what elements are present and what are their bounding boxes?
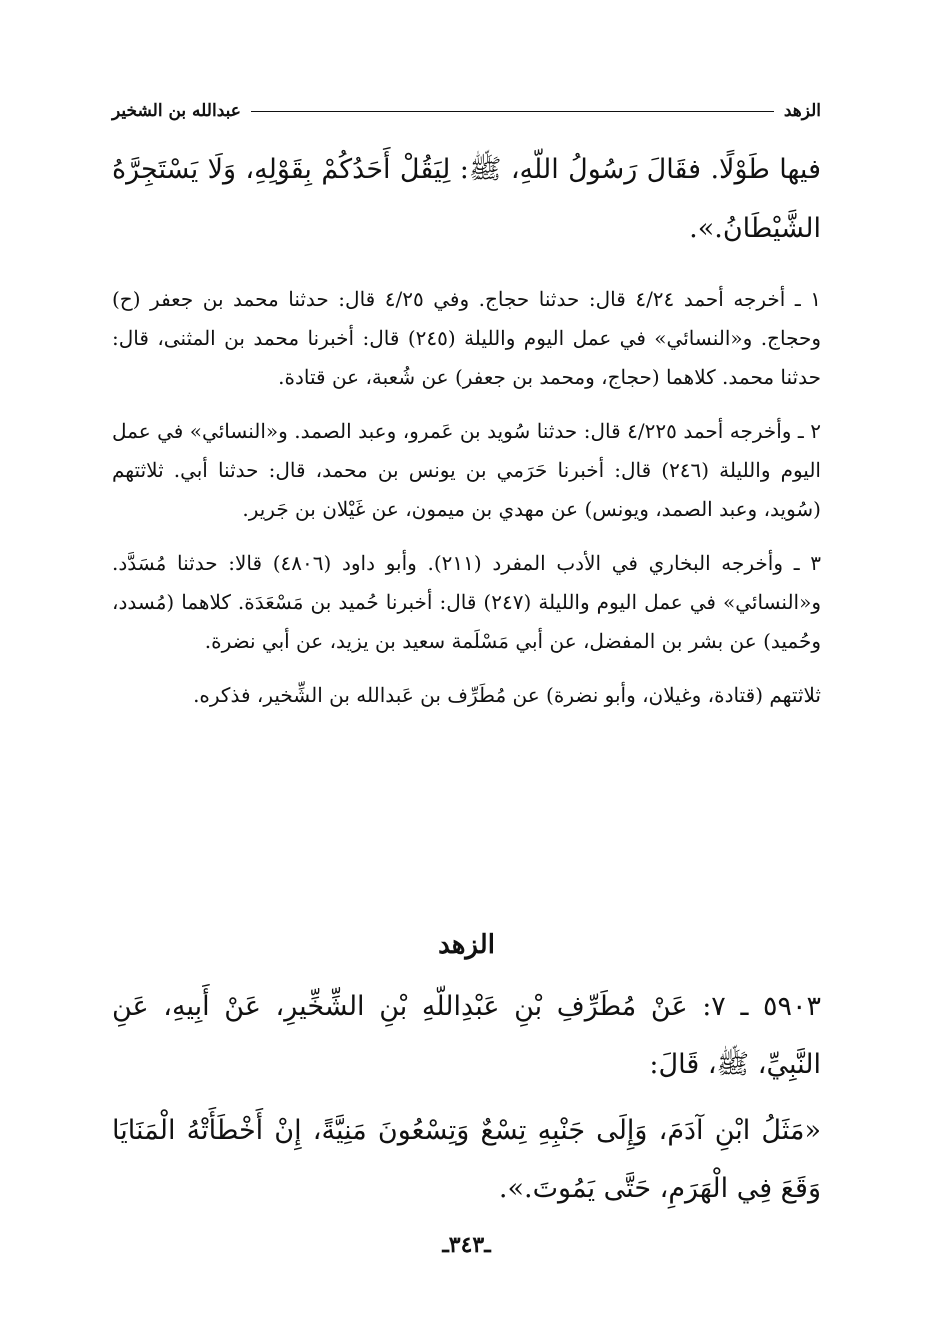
hadith-isnad: ٥٩٠٣ ـ ٧: عَنْ مُطَرِّفِ بْنِ عَبْدِاللّهِ بْنِ الشِّخِّيرِ، عَنْ أَبِيهِ، عَنِ النَّبِيِّ، ﷺ، قَالَ: [112, 991, 821, 1080]
footnote-2: ٢ ـ وأخرجه أحمد ٤/٢٢٥ قال: حدثنا سُويد بن عَمرو، وعبد الصمد. و«النسائي» في عمل اليوم والليلة (٢٤٦) قال: أخبرنا حَرَمي بن يونس بن محمد، قال: حدثنا أبي. ثلاثتهم (سُويد، وعبد الصمد، ويونس) عن مهدي بن ميمون، عن غَيْلان بن جَرير. [112, 419, 822, 521]
footnote-1: ١ ـ أخرجه أحمد ٤/٢٤ قال: حدثنا حجاج. وفي ٤/٢٥ قال: حدثنا محمد بن جعفر (ح) وحجاج. و«النسائي» في عمل اليوم والليلة (٢٤٥) قال: أخبرنا محمد بن المثنى، قال: حدثنا محمد. كلاهما (حجاج، ومحمد بن جعفر) عن شُعبة، عن قتادة. [112, 287, 822, 389]
section-title: الزهد [438, 930, 495, 960]
header-chapter-title: الزهد [783, 101, 821, 121]
page-number: ـ٣٤٣ـ [442, 1232, 491, 1258]
header-rule [251, 111, 774, 112]
hadith-matn: «مَثَلُ ابْنِ آدَمَ، وَإِلَى جَنْبِهِ تِسْعٌ وَتِسْعُونَ مَنِيَّةً، إِنْ أَخْطَأَتْهُ الْمَنَايَا وَقَعَ فِي الْهَرَمِ، حَتَّى يَمُوتَ.». [112, 1115, 821, 1204]
hadith-entry [112, 978, 821, 1226]
footnote-summary: ثلاثتهم (قتادة، وغيلان، وأبو نضرة) عن مُطَرِّف بن عَبدالله بن الشِّخير، فذكره. [193, 683, 821, 707]
footnotes [112, 280, 821, 730]
running-header [112, 96, 821, 126]
header-narrator-name: عبدالله بن الشخير [112, 101, 241, 121]
footnote-3: ٣ ـ وأخرجه البخاري في الأدب المفرد (٢١١). وأبو داود (٤٨٠٦) قالا: حدثنا مُسَدَّد. و«النسائي» في عمل اليوم والليلة (٢٤٧) قال: أخبرنا حُميد بن مَسْعَدَة. كلاهما (مُسدد، وحُميد) عن بشر بن المفضل، عن أبي مَسْلَمة سعيد بن يزيد، عن أبي نضرة. [112, 551, 821, 653]
hadith-continuation: فيها طَوْلًا. فقَالَ رَسُولُ اللّهِ، ﷺ: لِيَقُلْ أَحَدُكُمْ بِقَوْلِهِ، وَلَا يَسْتَجِرَّهُ الشَّيْطَانُ.». [112, 154, 821, 244]
